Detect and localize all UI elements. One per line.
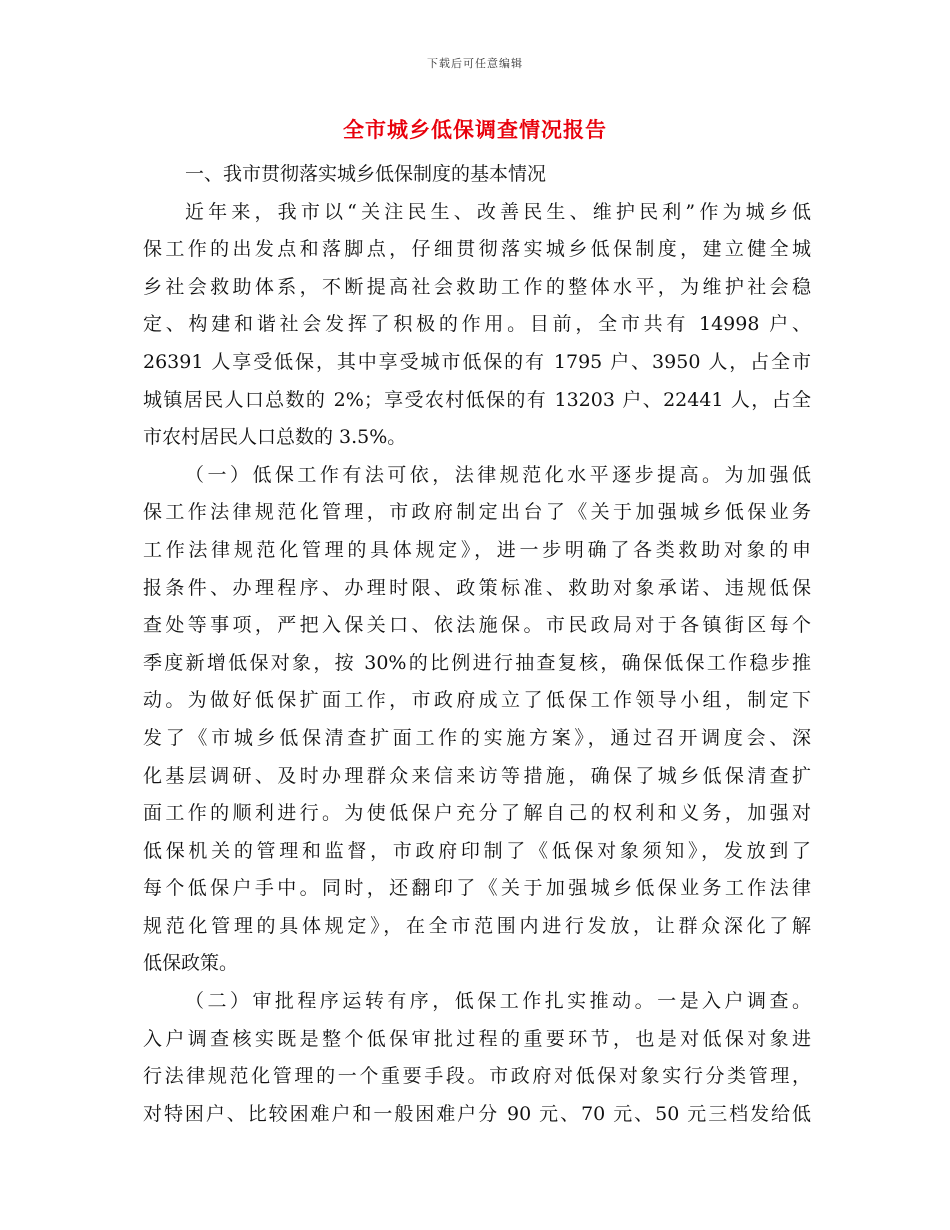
body-text-line: 入户调查核实既是整个低保审批过程的重要环节，也是对低保对象进: [143, 1027, 811, 1050]
body-text-line: 26391 人享受低保，其中享受城市低保的有 1795 户、3950 人，占全市: [143, 350, 811, 373]
body-text-line: 市农村居民人口总数的 3.5%。: [143, 426, 407, 449]
body-text-line: 发了《市城乡低保清查扩面工作的实施方案》，通过召开调度会、深: [143, 726, 811, 749]
body-text-line: 定、构建和谐社会发挥了积极的作用。目前，全市共有 14998 户、: [143, 313, 811, 336]
body-text-line: 保工作的出发点和落脚点，仔细贯彻落实城乡低保制度，建立健全城: [143, 238, 811, 261]
body-text-line: 查处等事项，严把入保关口、依法施保。市民政局对于各镇街区每个: [143, 614, 811, 637]
body-text-line: 报条件、办理程序、办理时限、政策标准、救助对象承诺、违规低保: [143, 576, 811, 599]
body-text-line: （二）审批程序运转有序，低保工作扎实推动。一是入户调查。: [185, 990, 811, 1013]
body-text-line: 城镇居民人口总数的 2%；享受农村低保的有 13203 户、22441 人，占全: [143, 388, 811, 411]
body-text-line: 乡社会救助体系，不断提高社会救助工作的整体水平，为维护社会稳: [143, 275, 811, 298]
document-title: 全市城乡低保调查情况报告: [343, 117, 607, 142]
body-text-line: 一、我市贯彻落实城乡低保制度的基本情况: [185, 163, 547, 185]
body-text-line: （一）低保工作有法可依，法律规范化水平逐步提高。为加强低: [185, 463, 811, 486]
body-text-line: 行法律规范化管理的一个重要手段。市政府对低保对象实行分类管理，: [143, 1065, 811, 1088]
body-text-line: 低保政策。: [143, 952, 239, 975]
body-text-line: 化基层调研、及时办理群众来信来访等措施，确保了城乡低保清查扩: [143, 764, 811, 787]
body-text-line: 低保机关的管理和监督，市政府印制了《低保对象须知》，发放到了: [143, 839, 811, 862]
body-text-line: 规范化管理的具体规定》，在全市范围内进行发放，让群众深化了解: [143, 914, 811, 937]
body-text-line: 工作法律规范化管理的具体规定》，进一步明确了各类救助对象的申: [143, 538, 811, 561]
body-text-line: 保工作法律规范化管理，市政府制定出台了《关于加强城乡低保业务: [143, 501, 811, 524]
body-text-line: 面工作的顺利进行。为使低保户充分了解自己的权利和义务，加强对: [143, 802, 811, 825]
body-text-line: 对特困户、比较困难户和一般困难户分 90 元、70 元、50 元三档发给低: [143, 1102, 811, 1125]
body-text-line: 季度新增低保对象，按 30%的比例进行抽查复核，确保低保工作稳步推: [143, 651, 811, 674]
body-text-line: 每个低保户手中。同时，还翻印了《关于加强城乡低保业务工作法律: [143, 877, 811, 900]
body-text-line: 近年来，我市以“关注民生、改善民生、维护民利”作为城乡低: [185, 200, 811, 223]
page-header-note: 下载后可任意编辑: [427, 57, 523, 70]
document-body: [143, 156, 811, 1133]
body-text-line: 动。为做好低保扩面工作，市政府成立了低保工作领导小组，制定下: [143, 689, 811, 712]
